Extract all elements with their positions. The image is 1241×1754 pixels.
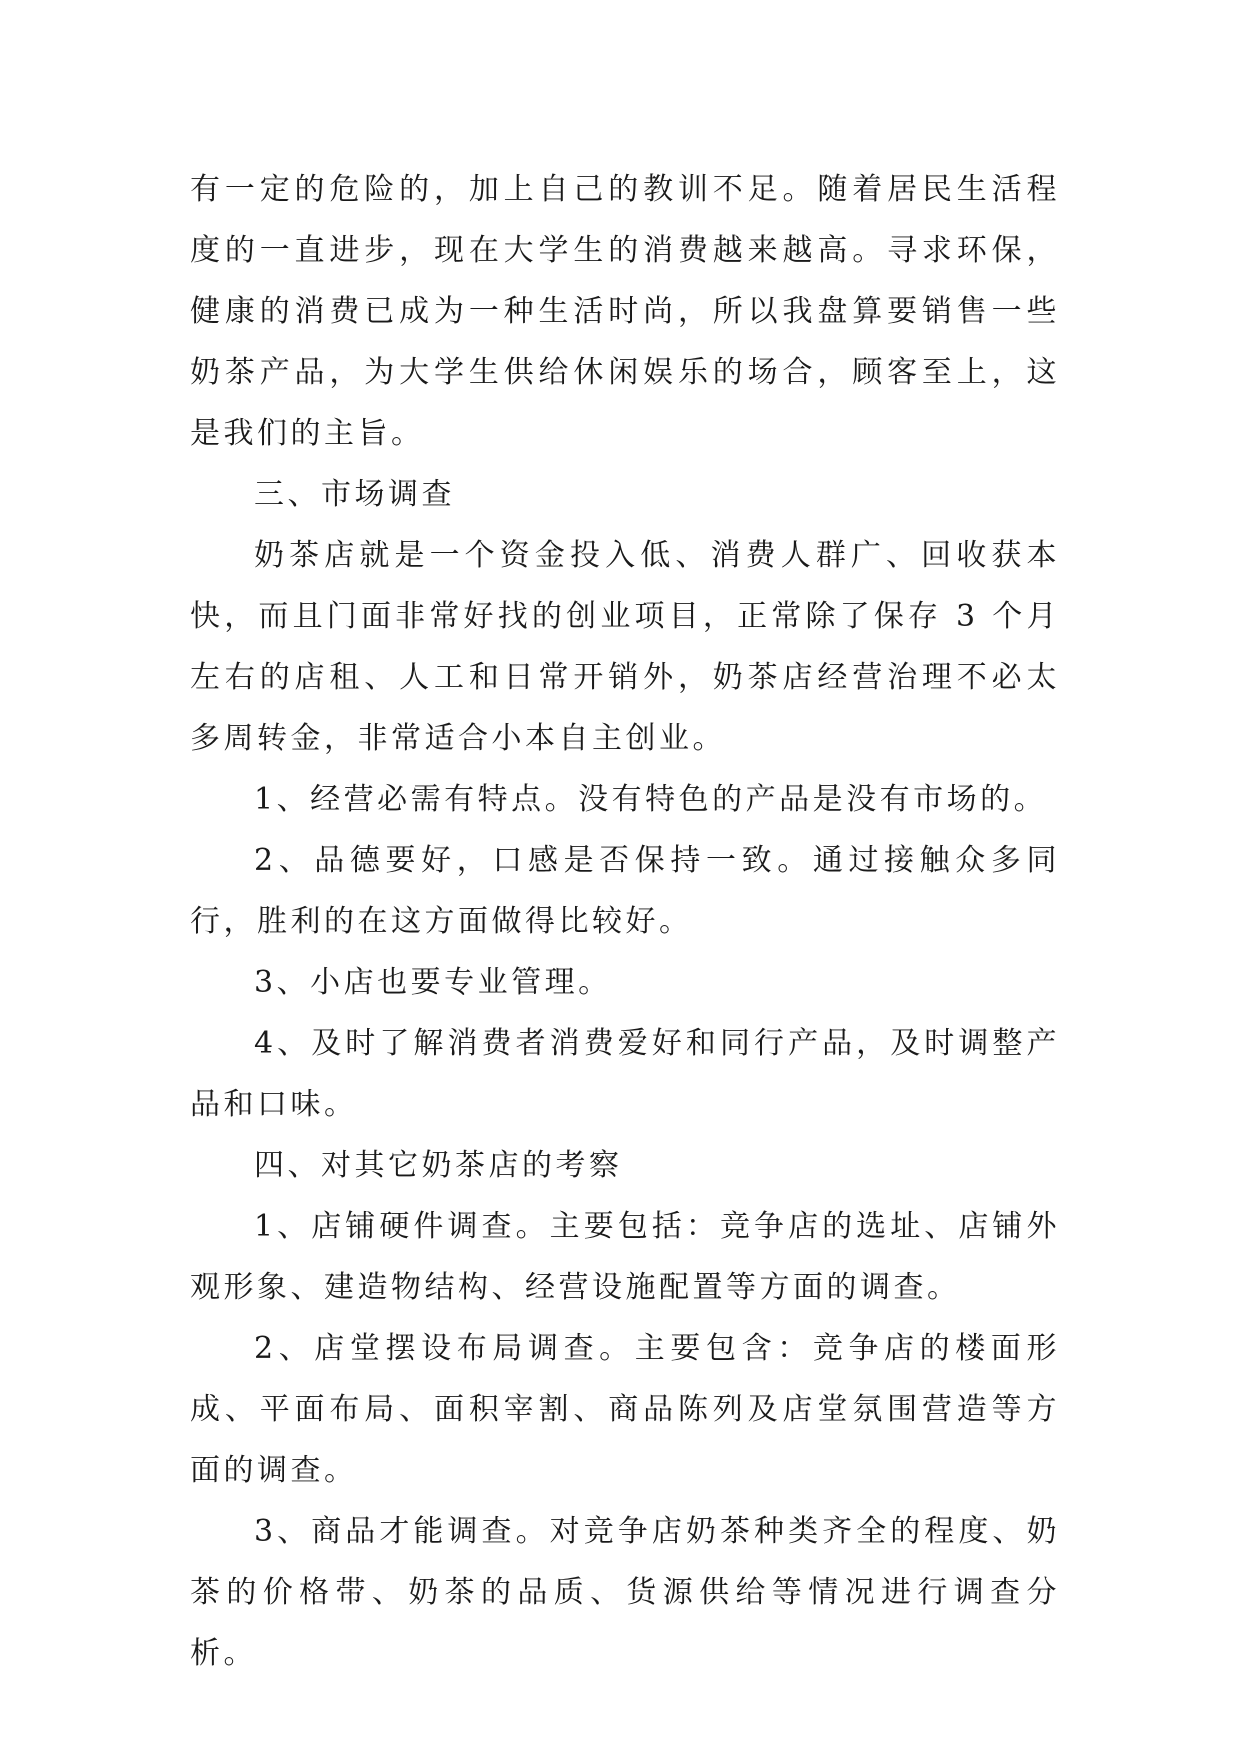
list-item-1: 1、经营必需有特点。没有特色的产品是没有市场的。 (254, 782, 1048, 817)
document-body (190, 159, 1060, 1684)
list-item-2: 2、品德要好，口感是否保持一致。通过接触众多同行，胜利的在这方面做得比较好。 (190, 843, 1060, 939)
competitor-item-3: 3、商品才能调查。对竞争店奶茶种类齐全的程度、奶茶的价格带、奶茶的品质、货源供给等情况进行调查分析。 (190, 1514, 1060, 1671)
competitor-item-2: 2、店堂摆设布局调查。主要包含：竞争店的楼面形成、平面布局、面积宰割、商品陈列及店堂氛围营造等方面的调查。 (190, 1331, 1060, 1488)
competitor-item-1: 1、店铺硬件调查。主要包括：竞争店的选址、店铺外观形象、建造物结构、经营设施配置等方面的调查。 (190, 1209, 1060, 1305)
paragraph-continuation: 有一定的危险的，加上自己的教训不足。随着居民生活程度的一直进步，现在大学生的消费越来越高。寻求环保，健康的消费已成为一种生活时尚，所以我盘算要销售一些奶茶产品，为大学生供给休闲娱乐的场合，顾客至上，这是我们的主旨。 (190, 172, 1060, 451)
paragraph-market-survey: 奶茶店就是一个资金投入低、消费人群广、回收获本快，而且门面非常好找的创业项目，正常除了保存 3 个月左右的店租、人工和日常开销外，奶茶店经营治理不必太多周转金，非常适合小本自主创业。 (190, 538, 1060, 756)
section-heading-competitor-survey: 四、对其它奶茶店的考察 (254, 1148, 623, 1183)
list-item-4: 4、及时了解消费者消费爱好和同行产品，及时调整产品和口味。 (190, 1026, 1060, 1122)
section-heading-market-survey: 三、市场调查 (254, 477, 455, 512)
list-item-3: 3、小店也要专业管理。 (254, 965, 612, 1000)
